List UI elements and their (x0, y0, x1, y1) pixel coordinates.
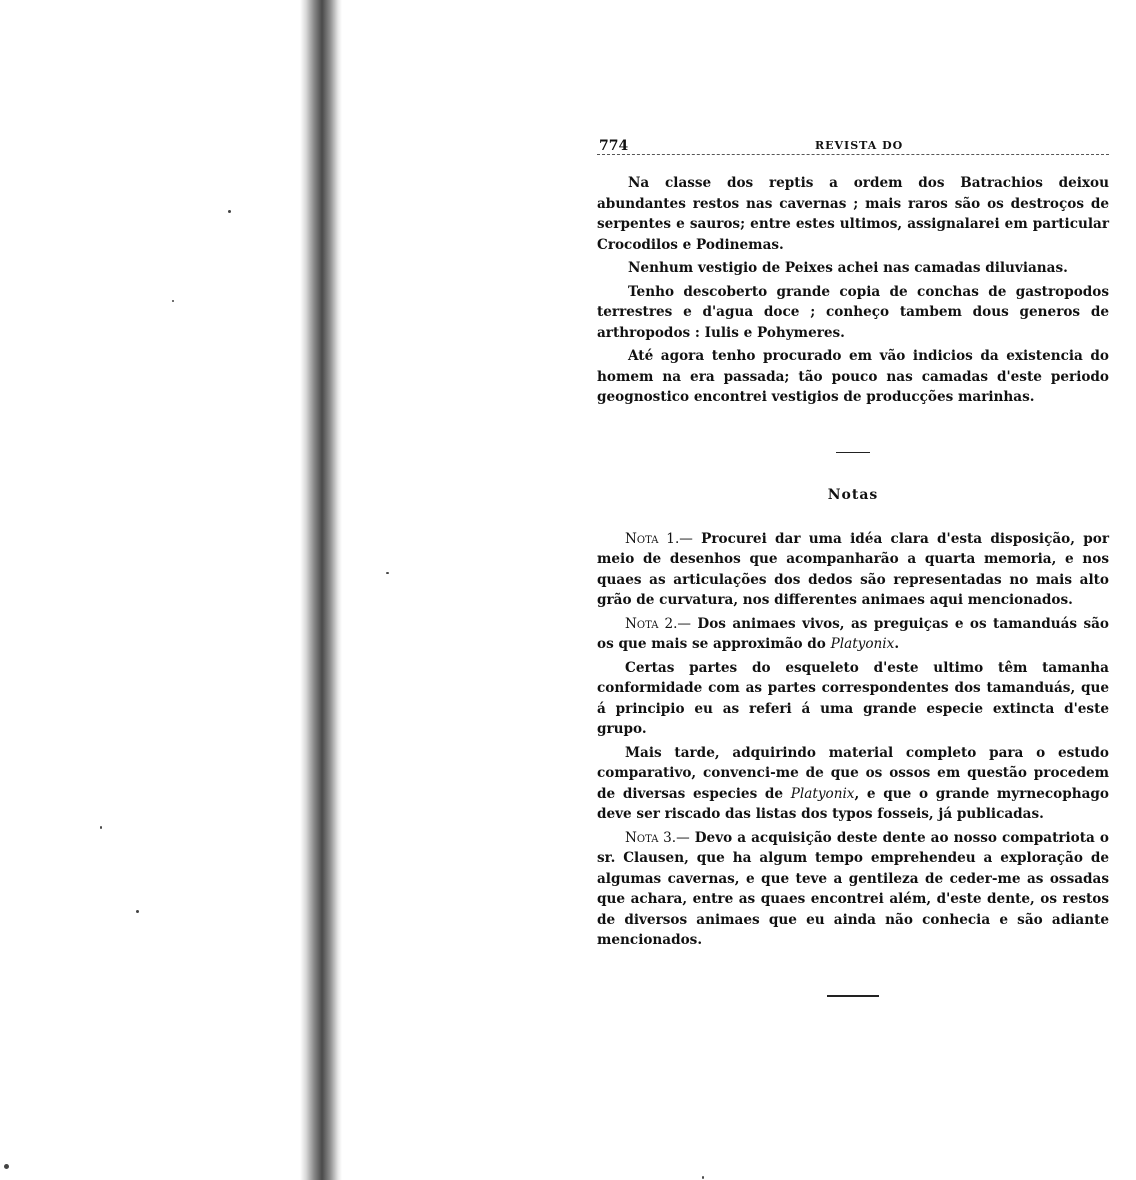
note-2 (597, 614, 1109, 655)
note-text: Procurei dar uma idéa clara d'esta disposição, por meio de desenhos que acompanharão a quarta memoria, e nos quaes as articulações dos dedos são representadas no mais alto grão de curvatura, nos differentes animaes aqui mencionados. (597, 530, 1109, 608)
italic-genus: Platyonix (830, 636, 895, 652)
notes-title: Notas (827, 486, 879, 503)
main-text (597, 173, 1109, 408)
note-paragraph (597, 743, 1109, 825)
note-label: Nota 2.— (625, 615, 692, 632)
section-divider (836, 452, 870, 453)
end-divider (827, 995, 879, 997)
note-3 (597, 828, 1109, 951)
notes-section (597, 529, 1109, 951)
paragraph: Nenhum vestigio de Peixes achei nas camadas diluvianas. (628, 260, 1068, 276)
scan-speck (172, 300, 174, 302)
scan-speck (4, 1164, 9, 1169)
note-1 (597, 529, 1109, 611)
note-label: Nota 1.— (625, 530, 693, 547)
running-title: REVISTA DO (815, 139, 904, 152)
note-paragraph: Certas partes do esqueleto d'este ultimo têm tamanha conformidade com as partes correspondentes dos tamanduás, que á principio eu as referi á uma grande especie extincta d'este grupo. (597, 659, 1109, 737)
page-number: 774 (599, 138, 629, 154)
note-text: Mais tarde, adquirindo material completo para o estudo comparativo, convenci-me de que os ossos em questão procedem de diversas especies de (597, 744, 1109, 802)
scan-speck (702, 1176, 704, 1179)
note-text: Devo a acquisição deste dente ao nosso compatriota o sr. Clausen, que ha algum tempo emprehendeu a exploração de algumas cavernas, e que teve a gentileza de ceder-me as ossadas que achara, entre as quaes encontrei além, d'este dente, os restos de diversos animaes que eu ainda não conhecia e são adiante mencionados. (597, 829, 1109, 948)
paragraph: Até agora tenho procurado em vão indicios da existencia do homem na era passada; tão pouco nas camadas d'este periodo geognostico encontrei vestigios de producções marinhas. (597, 348, 1109, 405)
scan-speck (228, 210, 231, 213)
paragraph: Na classe dos reptis a ordem dos Batrachios deixou abundantes restos nas cavernas ; mais raros são os destroços de serpentes e sauros; entre estes ultimos, assignalarei em particular Crocodilos e Podinemas. (597, 175, 1109, 253)
note-text: , e que o grande myrnecophago deve ser riscado das listas dos typos fosseis, já publicadas. (597, 785, 1110, 822)
book-page (597, 130, 1109, 997)
note-text: Dos animaes vivos, as preguiças e os tamanduás são os que mais se approximão do (597, 615, 1110, 652)
italic-genus: Platyonix (790, 785, 855, 802)
note-text: . (894, 636, 900, 652)
scan-speck (386, 572, 389, 574)
paragraph: Tenho descoberto grande copia de conchas de gastropodos terrestres e d'agua doce ; conheço tambem dous generos de arthropodos : Iulis e Pohymeres. (597, 283, 1109, 341)
scan-speck (100, 826, 102, 829)
page-header (597, 130, 1109, 155)
note-label: Nota 3.— (625, 829, 690, 846)
book-binding-gutter (300, 0, 342, 1180)
scan-speck (136, 910, 139, 913)
